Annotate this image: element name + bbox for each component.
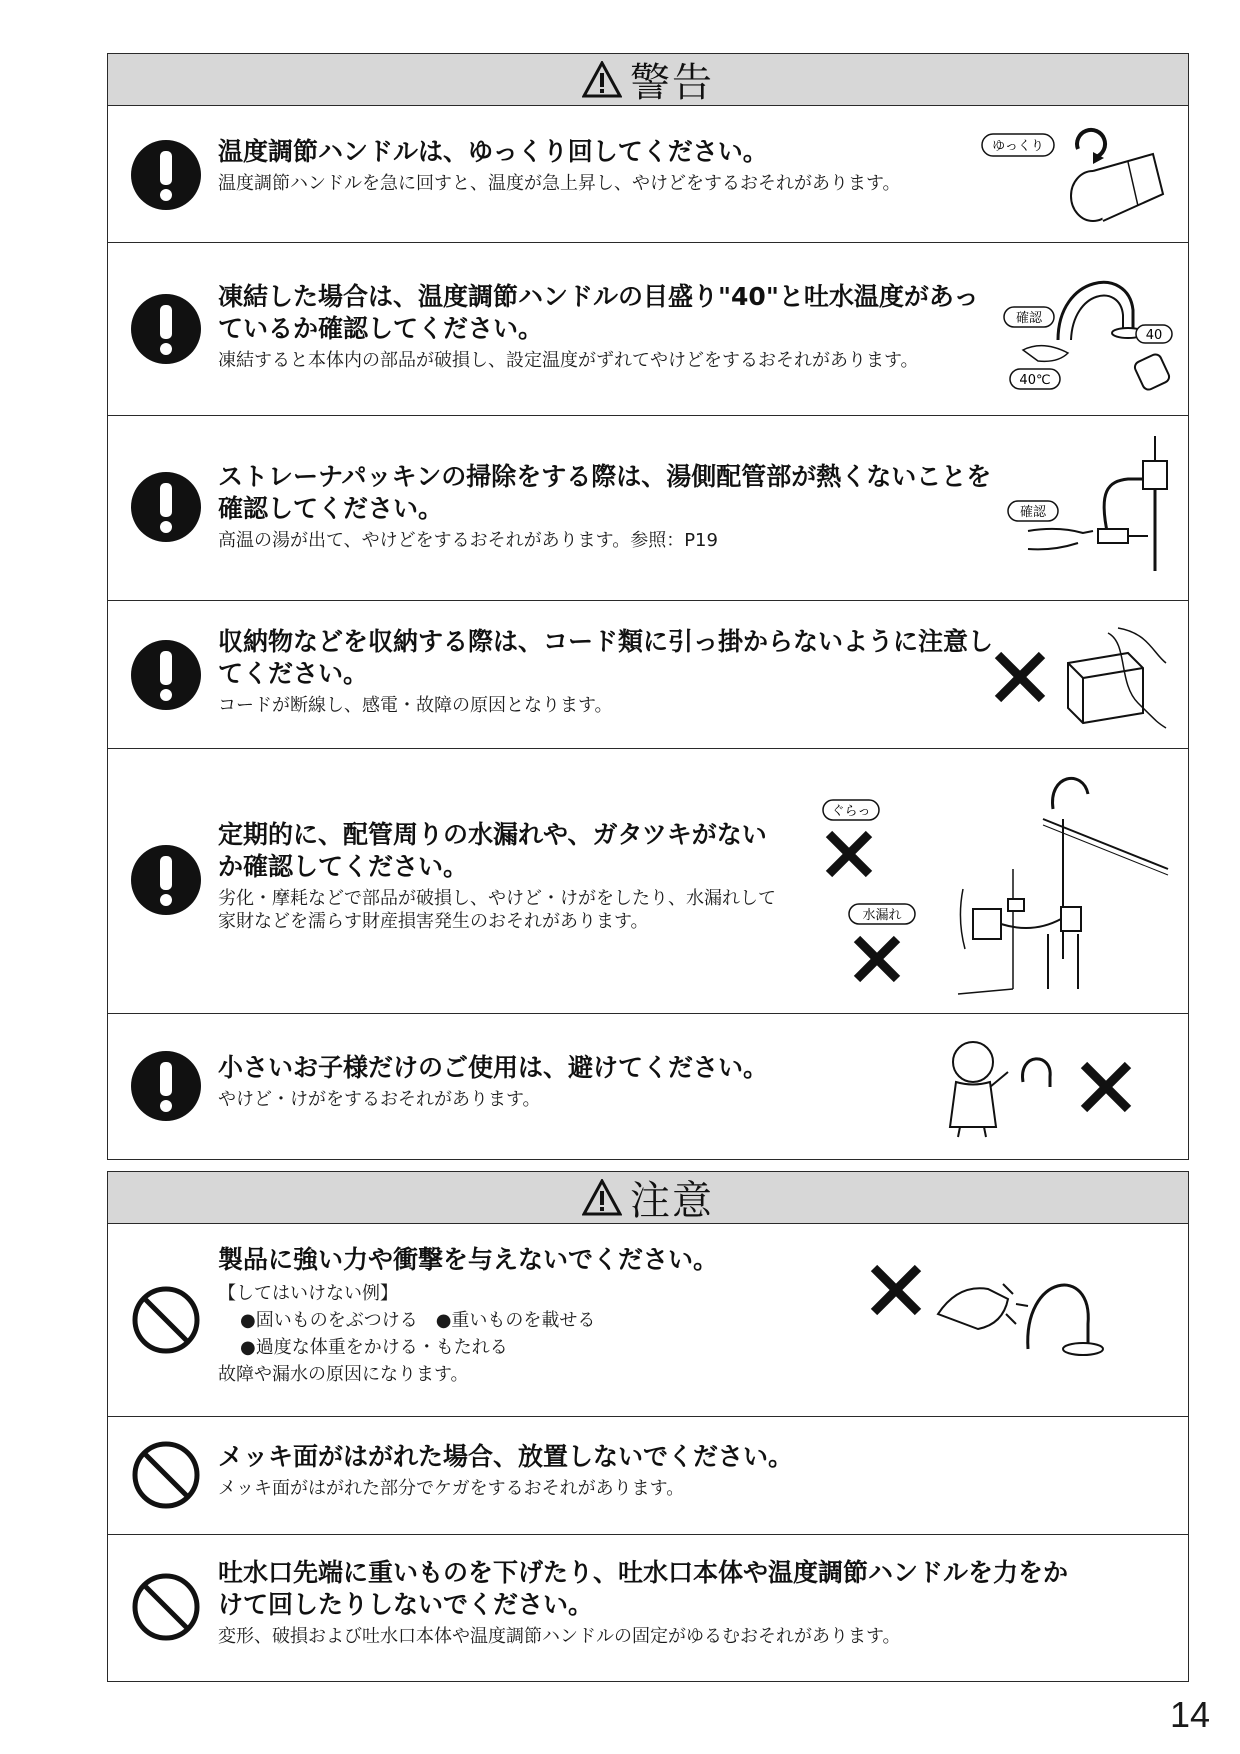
- warning-title: 警告: [630, 60, 714, 106]
- item-description: やけど・けがをするおそれがあります。: [218, 1089, 541, 1110]
- caution-item: [108, 1535, 1188, 1681]
- item-title: 小さいお子様だけのご使用は、避けてください。: [218, 1053, 769, 1082]
- loose-leak-labels: [813, 794, 933, 994]
- prohibition-icon: [130, 1439, 202, 1511]
- warning-panel: [107, 53, 1189, 1160]
- exclamation-circle-icon: [130, 639, 202, 711]
- prohibition-icon: [130, 1571, 202, 1643]
- item-title: 吐水口先端に重いものを下げたり、吐水口本体や温度調節ハンドルを力をかけて回したりしないでください。: [218, 1558, 1069, 1619]
- warning-item: [108, 601, 1188, 749]
- page-number: 14: [1169, 1694, 1210, 1735]
- item-title: 定期的に、配管周りの水漏れや、ガタツキがないか確認してください。: [218, 820, 767, 881]
- item-title: ストレーナパッキンの掃除をする際は、湯側配管部が熱くないことを確認してください。: [218, 462, 992, 523]
- example-line: ●固いものをぶつける ●重いものを載せる: [240, 1310, 596, 1331]
- exclamation-circle-icon: [130, 139, 202, 211]
- item-description: 高温の湯が出て、やけどをするおそれがあります。参照：P19: [218, 530, 718, 551]
- warning-item: [108, 416, 1188, 601]
- warning-item: [108, 106, 1188, 243]
- item-description: メッキ面がはがれた部分でケガをするおそれがあります。: [218, 1478, 685, 1499]
- label-40: 40: [1145, 328, 1163, 343]
- caution-item: [108, 1224, 1188, 1417]
- item-description: コードが断線し、感電・故障の原因となります。: [218, 695, 613, 716]
- warning-item: [108, 1014, 1188, 1158]
- item-title: 収納物などを収納する際は、コード類に引っ掛からないように注意してください。: [218, 627, 994, 688]
- exclamation-circle-icon: [130, 293, 202, 365]
- strainer-check-illustration: [998, 431, 1188, 591]
- label-water-leak: 水漏れ: [862, 908, 902, 923]
- item-description: 故障や漏水の原因になります。: [218, 1364, 469, 1385]
- item-description: 温度調節ハンドルを急に回すと、温度が急上昇し、やけどをするおそれがあります。: [218, 173, 901, 194]
- item-title: 温度調節ハンドルは、ゆっくり回してください。: [218, 137, 768, 166]
- caution-panel: [107, 1171, 1189, 1682]
- warning-triangle-icon: [582, 61, 622, 99]
- examples-heading: 【してはいけない例】: [218, 1283, 398, 1304]
- item-description: 変形、破損および吐水口本体や温度調節ハンドルの固定がゆるむおそれがあります。: [218, 1626, 901, 1647]
- warning-header: [108, 54, 1188, 106]
- exclamation-circle-icon: [130, 471, 202, 543]
- example-line: ●過度な体重をかける・もたれる: [240, 1337, 508, 1358]
- label-40c: 40℃: [1019, 373, 1051, 388]
- exclamation-circle-icon: [130, 1050, 202, 1122]
- label-loose: ぐらっ: [831, 804, 871, 819]
- fist-hit-illustration: [928, 1254, 1108, 1364]
- item-title: 製品に強い力や衝撃を与えないでください。: [218, 1245, 719, 1274]
- prohibition-icon: [130, 1284, 202, 1356]
- child-illustration: [928, 1032, 1058, 1142]
- exclamation-circle-icon: [130, 844, 202, 916]
- plumbing-illustration: [953, 759, 1173, 1009]
- x-mark-icon: [868, 1262, 924, 1318]
- label-slowly: ゆっくり: [992, 139, 1044, 154]
- warning-item: [108, 243, 1188, 416]
- warning-triangle-icon: [582, 1179, 622, 1217]
- caution-header: [108, 1172, 1188, 1224]
- handle-turn-illustration: [978, 124, 1178, 234]
- caution-title: 注意: [630, 1178, 714, 1224]
- item-description: 凍結すると本体内の部品が破損し、設定温度がずれてやけどをするおそれがあります。: [218, 350, 919, 371]
- label-confirm: 確認: [1019, 505, 1047, 520]
- warning-item: [108, 749, 1188, 1014]
- caution-item: [108, 1417, 1188, 1535]
- storage-box-illustration: [1058, 623, 1168, 733]
- item-description: 劣化・摩耗などで部品が破損し、やけど・けがをしたり、水漏れして家財などを濡らす財産損害発生のおそれがあります。: [218, 888, 776, 932]
- label-confirm: 確認: [1015, 311, 1043, 326]
- faucet-check-illustration: [998, 255, 1188, 405]
- item-title: メッキ面がはがれた場合、放置しないでください。: [218, 1442, 794, 1471]
- x-mark-icon: [992, 649, 1048, 705]
- x-mark-icon: [1078, 1059, 1134, 1115]
- item-title: 凍結した場合は、温度調節ハンドルの目盛り"40"と吐水温度があっているか確認してください。: [218, 282, 979, 343]
